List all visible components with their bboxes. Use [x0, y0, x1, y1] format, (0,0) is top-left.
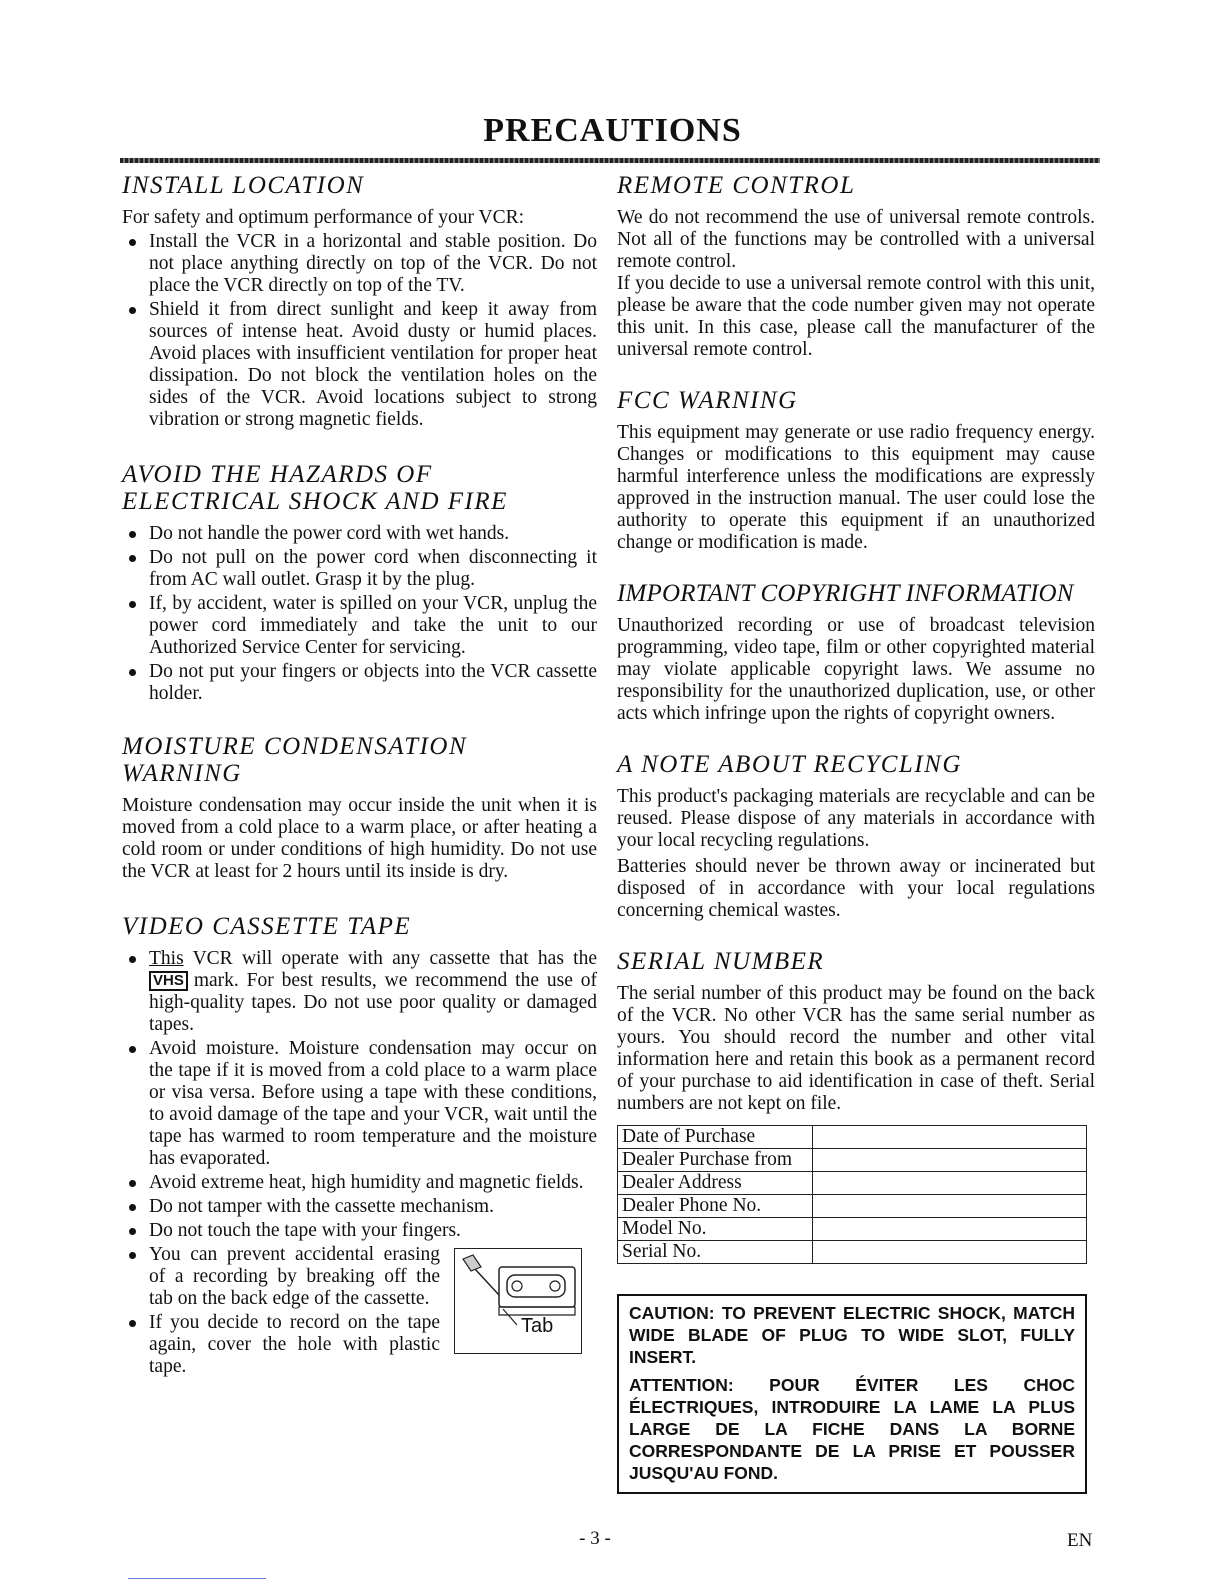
recycling-p1: This product's packaging materials are recyclable and can be reused. Please dispose of any materials in accordance with your local recycling regulations. — [617, 786, 1095, 851]
remote-control-section — [617, 172, 1095, 361]
remote-p2: If you decide to use a universal remote control with this unit, please be aware that the code number given may not operate this unit. In this case, please call the manufacturer of the universal remote control. — [617, 273, 1095, 360]
table-row — [618, 1172, 1087, 1195]
table-cell-value[interactable] — [813, 1126, 1087, 1149]
table-cell-value[interactable] — [813, 1149, 1087, 1172]
list-item: Do not touch the tape with your fingers. — [122, 1220, 597, 1242]
recycling-heading: A NOTE ABOUT RECYCLING — [617, 751, 962, 778]
list-item: Install the VCR in a horizontal and stable position. Do not place anything directly on top of the VCR. Do not place the VCR directly on top of the TV. — [122, 231, 597, 297]
bottom-rule — [128, 1578, 266, 1579]
table-cell-value[interactable] — [813, 1195, 1087, 1218]
cassette-illustration — [454, 1248, 582, 1354]
table-cell-label: Dealer Purchase from — [618, 1149, 813, 1172]
table-cell-value[interactable] — [813, 1218, 1087, 1241]
moisture-text: Moisture condensation may occur inside the unit when it is moved from a cold place to a warm place, or after heating a cold room or under conditions of high humidity. Do not use the VCR at least for 2 hours until its inside is dry. — [122, 795, 597, 882]
page-title: PRECAUTIONS — [483, 112, 742, 149]
table-cell-value[interactable] — [813, 1241, 1087, 1264]
moisture-heading: MOISTURE CONDENSATION WARNING — [122, 733, 468, 787]
table-row — [618, 1218, 1087, 1241]
table-row — [618, 1126, 1087, 1149]
tab-label: Tab — [521, 1315, 554, 1337]
right-column — [617, 172, 1095, 1494]
cassette-tab-block — [122, 1244, 597, 1378]
serial-number-section — [617, 948, 1095, 1264]
recycling-section — [617, 751, 1095, 922]
video-tape-heading: VIDEO CASSETTE TAPE — [122, 913, 412, 940]
install-intro: For safety and optimum performance of your VCR: — [122, 207, 525, 228]
list-item: Do not tamper with the cassette mechanism. — [122, 1196, 597, 1218]
this-underlined: This — [149, 948, 184, 969]
fcc-section — [617, 387, 1095, 554]
moisture-section — [122, 733, 597, 883]
remote-p1: We do not recommend the use of universal remote controls. Not all of the functions may be controlled with a universal remote control. — [617, 207, 1095, 272]
page-number: - 3 - — [579, 1528, 611, 1549]
list-item: If, by accident, water is spilled on your VCR, unplug the power cord immediately and take the unit to our Authorized Service Center for servicing. — [122, 593, 597, 659]
copyright-heading: IMPORTANT COPYRIGHT INFORMATION — [617, 580, 1074, 607]
serial-text: The serial number of this product may be found on the back of the VCR. No other VCR has the same serial number as yours. You should record the number and other vital information here and retain this book as a permanent record of your purchase to aid identification in case of theft. Serial numbers are not kept on file. — [617, 983, 1095, 1114]
copyright-text: Unauthorized recording or use of broadcast television programming, video tape, film or other copyrighted material may violate applicable copyright laws. We assume no responsibility for the unauthorized duplication, use, or other acts which infringe upon the rights of copyright owners. — [617, 615, 1095, 724]
list-item: Shield it from direct sunlight and keep it away from sources of intense heat. Avoid dusty or humid places. Avoid places with insufficient ventilation for proper heat dissipation. Do not block the ventilation holes on the sides of the VCR. Avoid locations subject to strong vibration or strong magnetic fields. — [122, 299, 597, 431]
title-rule — [120, 158, 1100, 163]
cassette-icon — [455, 1249, 581, 1353]
list-item: You can prevent accidental erasing of a recording by breaking off the tab on the back edge of the cassette. — [122, 1244, 440, 1310]
language-code: EN — [1067, 1530, 1093, 1551]
vhs-logo-icon: VHS — [149, 971, 188, 991]
table-cell-value[interactable] — [813, 1172, 1087, 1195]
purchase-record-table — [617, 1125, 1087, 1264]
hazards-list — [122, 523, 597, 705]
install-location-heading: INSTALL LOCATION — [122, 172, 365, 199]
fcc-text: This equipment may generate or use radio frequency energy. Changes or modifications to this equipment may cause harmful interference unless the modifications are expressly approved in the instruction manual. The user could lose the authority to operate this equipment if an unauthorized change or modification is made. — [617, 422, 1095, 553]
list-item: If you decide to record on the tape again, cover the hole with plastic tape. — [122, 1312, 440, 1378]
hazards-section — [122, 461, 597, 705]
table-cell-label: Dealer Phone No. — [618, 1195, 813, 1218]
caution-box — [617, 1294, 1087, 1494]
list-item: Avoid extreme heat, high humidity and magnetic fields. — [122, 1172, 597, 1194]
list-item: Do not pull on the power cord when disconnecting it from AC wall outlet. Grasp it by the plug. — [122, 547, 597, 591]
table-cell-label: Serial No. — [618, 1241, 813, 1264]
list-item: Do not put your fingers or objects into the VCR cassette holder. — [122, 661, 597, 705]
table-cell-label: Dealer Address — [618, 1172, 813, 1195]
caution-english: CAUTION: TO PREVENT ELECTRIC SHOCK, MATCH WIDE BLADE OF PLUG TO WIDE SLOT, FULLY INSERT. — [629, 1303, 1075, 1367]
hazards-heading: AVOID THE HAZARDS OF ELECTRICAL SHOCK AND FIRE — [122, 461, 508, 515]
tape-list — [122, 948, 597, 1242]
recycling-p2: Batteries should never be thrown away or incinerated but disposed of in accordance with your local regulations concerning chemical wastes. — [617, 856, 1095, 921]
list-item: Avoid moisture. Moisture condensation may occur on the tape if it is moved from a cold place to a warm place or visa versa. Before using a tape with these conditions, to avoid damage of the tape and your VCR, wait until the tape has warmed to room temperature and the moisture has evaporated. — [122, 1038, 597, 1170]
list-item — [122, 948, 597, 1036]
table-row — [618, 1241, 1087, 1264]
serial-number-heading: SERIAL NUMBER — [617, 948, 825, 975]
install-location-section — [122, 172, 597, 431]
table-row — [618, 1195, 1087, 1218]
table-row — [618, 1149, 1087, 1172]
copyright-section — [617, 580, 1095, 725]
tape-item1-a: VCR will operate with any cassette that has the — [183, 948, 597, 969]
tape-erase-list — [122, 1244, 440, 1378]
video-tape-section — [122, 913, 597, 1378]
caution-french: ATTENTION: POUR ÉVITER LES CHOC ÉLECTRIQUES, INTRODUIRE LA LAME LA PLUS LARGE DE LA FICHE DANS LA BORNE CORRESPONDANTE DE LA PRISE ET POUSSER JUSQU'AU FOND. — [629, 1375, 1075, 1483]
table-cell-label: Model No. — [618, 1218, 813, 1241]
tape-item1-b: mark. For best results, we recommend the use of high-quality tapes. Do not use poor quality or damaged tapes. — [149, 970, 597, 1035]
left-column — [122, 172, 597, 1380]
install-list — [122, 231, 597, 431]
remote-control-heading: REMOTE CONTROL — [617, 172, 856, 199]
list-item: Do not handle the power cord with wet hands. — [122, 523, 597, 545]
table-cell-label: Date of Purchase — [618, 1126, 813, 1149]
fcc-heading: FCC WARNING — [617, 387, 798, 414]
